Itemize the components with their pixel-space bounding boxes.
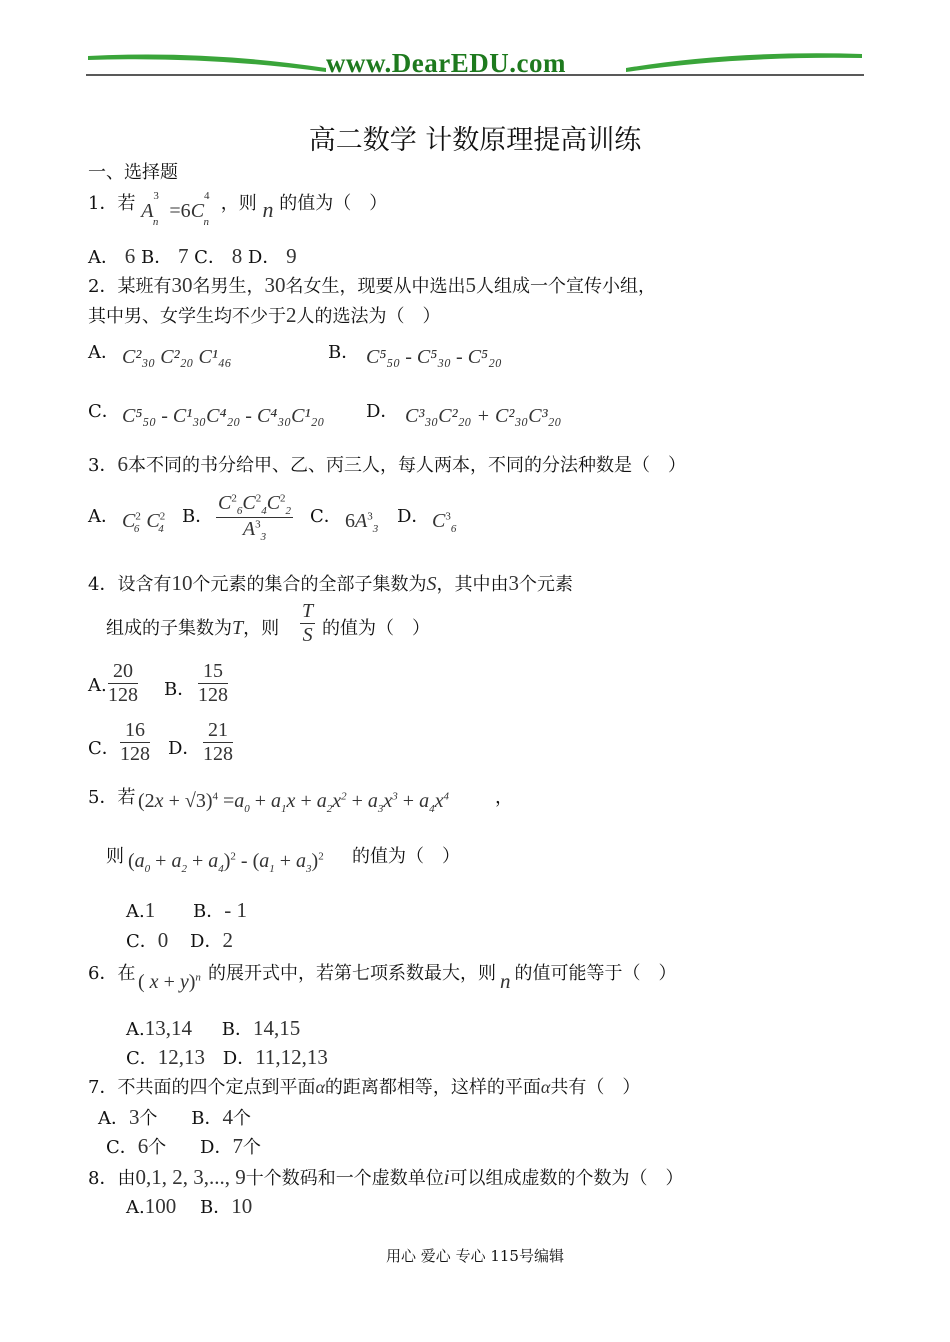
q4-frac-denominator: S [302, 624, 313, 646]
q4-opt-b-frac [198, 660, 228, 707]
question-4-line-2 [106, 614, 279, 640]
q6-opt-b-value: 14,15 [252, 1016, 301, 1040]
q6-expr: ( x + y)$^n$ [138, 971, 201, 993]
q6-opts-row-1 [126, 1015, 300, 1041]
q5-line2-expr: $(a_0 + a_2 + a_4)^2 - (a_1 + a_3)^2$ [128, 850, 324, 875]
q4-text: 个元素的集合的全部子集数为 [192, 574, 427, 595]
q2-text: 名男生， [192, 276, 265, 297]
q2-text: 人组成一个宣传小组， [475, 276, 656, 297]
q6-opt-d-label[interactable]: D． [222, 1048, 256, 1069]
question-2-line-2 [88, 302, 441, 328]
q6-text: 的展开式中，若第七项系数最大，则 [208, 963, 496, 984]
q7-opt-b-value: 4 [222, 1105, 233, 1129]
q1-opt-b-value: 7 [177, 244, 189, 268]
q8-text: 十个数码和一个虚数单位 [245, 1168, 444, 1189]
q6-num: 6．在 [88, 963, 136, 984]
q5-opt-c-value: 0 [157, 928, 169, 952]
q8-text: 8．由 [88, 1168, 136, 1189]
q2-num: 2 [286, 303, 297, 327]
site-logo[interactable]: www.DearEDU.com [326, 48, 566, 78]
q7-alpha: α [315, 1077, 325, 1097]
q6-opt-c-label[interactable]: C． [126, 1048, 158, 1069]
q4-opt-a-num: 20 [108, 660, 138, 684]
q2-text: 2．某班有 [88, 276, 172, 297]
q7-text: 7．不共面的四个定点到平面 [88, 1077, 316, 1098]
q6-opt-d-value: 11,12,13 [255, 1045, 328, 1069]
q1-options [88, 243, 297, 269]
q3-opt-b-label[interactable]: B． [182, 506, 214, 527]
q2-num: 5 [465, 273, 476, 297]
question-7 [88, 1073, 640, 1099]
q1-opt-b-label[interactable]: B． [140, 247, 173, 268]
q6-var: n [500, 969, 511, 993]
q5-opt-a-label[interactable]: A. [126, 901, 145, 922]
q4-opt-a-label[interactable]: A. [88, 675, 107, 696]
q1-opt-c-label[interactable]: C． [194, 247, 226, 268]
q3-opt-d-expr: $C^3_6$ [432, 510, 457, 535]
q1-opt-d-label[interactable]: D． [247, 247, 281, 268]
q6-opt-c-value: 12,13 [157, 1045, 206, 1069]
q6-text: 的值可能等于（ ） [514, 963, 677, 984]
q1-tail: 的值为（ ） [279, 193, 388, 214]
q6-opt-a-value: 13,14 [144, 1016, 192, 1040]
q7-opt-a-value: 3 [129, 1105, 140, 1129]
question-8 [88, 1164, 684, 1190]
q2-num: 30 [264, 273, 286, 297]
q2-opt-b-label[interactable]: B． [328, 342, 360, 363]
q3-value: 6 [117, 452, 128, 476]
q1-opt-a-value: 6 [124, 244, 136, 268]
q7-alpha: α [540, 1077, 551, 1097]
q7-opt-c-label[interactable]: C． [106, 1137, 138, 1158]
section-heading: 一、选择题 [88, 162, 178, 183]
q8-var: i [443, 1165, 450, 1189]
q4-opt-d-frac [203, 719, 233, 766]
q4-opt-c-den: 128 [120, 743, 150, 765]
question-3 [88, 451, 686, 477]
q1-expr: $A^3_n =6C^4_n$ [141, 190, 210, 228]
q4-opt-b-den: 128 [198, 684, 228, 706]
q4-text: ，其中由 [436, 574, 509, 595]
q5-opts-row-2 [126, 927, 233, 953]
q4-opt-d-label[interactable]: D． [168, 738, 201, 759]
q1-opt-c-value: 8 [231, 244, 243, 268]
q8-opt-b-value: 10 [231, 1194, 253, 1218]
q2-opt-d-expr: C³₃₀C²₂₀ + C²₃₀C³₂₀ [405, 405, 562, 427]
q4-var: S [426, 573, 437, 595]
q3-text: 本不同的书分给甲、乙、丙三人，每人两本，不同的分法种数是（ ） [127, 455, 686, 476]
q5-opt-a-value: 1 [144, 898, 156, 922]
q5-opt-d-value: 2 [222, 928, 233, 952]
q5-opts-row-1 [126, 897, 247, 923]
q4-tail: 的值为（ ） [322, 618, 430, 639]
q4-text: 个元素 [518, 574, 573, 595]
q2-opt-a-label[interactable]: A． [88, 342, 119, 363]
q2-num: 30 [171, 273, 193, 297]
q4-opt-c-num: 16 [120, 719, 150, 743]
q1-mid: ，则 [220, 193, 257, 214]
question-4-line-1 [88, 570, 573, 596]
q8-opt-a-label[interactable]: A. [126, 1197, 145, 1218]
q4-opt-a-den: 128 [108, 684, 138, 706]
q2-opt-d-label[interactable]: D． [366, 401, 399, 422]
q6-opts-row-2 [126, 1044, 328, 1070]
q3-opt-a-label[interactable]: A． [88, 506, 119, 527]
q5-num: 5．若 [88, 787, 136, 808]
q7-opt-d-unit: 个 [242, 1137, 261, 1158]
q4-opt-d-den: 128 [203, 743, 233, 765]
q7-opt-d-label[interactable]: D． [200, 1137, 233, 1158]
q7-opt-b-label[interactable]: B． [191, 1108, 223, 1129]
q8-digits: 0,1, 2, 3,..., 9 [135, 1165, 246, 1189]
q4-opt-d-num: 21 [203, 719, 233, 743]
q3-num: 3． [88, 455, 118, 476]
q3-opt-a-expr: $C^2_6$ $C^2_4$ [122, 510, 166, 535]
q2-opt-b-expr: C⁵₅₀ - C⁵₃₀ - C⁵₂₀ [366, 346, 502, 368]
q2-opt-c-expr: C⁵₅₀ - C¹₃₀C⁴₂₀ - C⁴₃₀C¹₂₀ [122, 405, 325, 427]
q2-opt-c-label[interactable]: C． [88, 401, 120, 422]
q7-opt-a-label[interactable]: A． [98, 1108, 129, 1129]
q4-text: 4．设含有 [88, 574, 172, 595]
q4-text: 组成的子集数为 [106, 618, 232, 639]
q3-opt-c-label[interactable]: C． [310, 506, 342, 527]
q7-opts-row-1 [98, 1104, 251, 1130]
q7-text: 的距离都相等，这样的平面 [324, 1077, 541, 1098]
q4-num: 3 [508, 571, 519, 595]
q4-opt-c-frac [120, 719, 150, 766]
q4-opt-b-num: 15 [198, 660, 228, 684]
q1-opt-d-value: 9 [286, 244, 297, 268]
q5-opt-b-value: - 1 [224, 898, 247, 922]
q8-opt-b-label[interactable]: B． [199, 1197, 232, 1218]
q5-opt-c-label[interactable]: C． [126, 931, 158, 952]
q7-opt-c-unit: 个 [148, 1137, 167, 1158]
q7-opt-d-value: 7 [232, 1134, 243, 1158]
q2-opt-a-expr: C²₃₀ C²₂₀ C¹₄₆ [122, 346, 232, 368]
q7-opts-row-2 [106, 1133, 261, 1159]
page-footer: 用心 爱心 专心 115号编辑 [386, 1247, 564, 1265]
q4-var: T [232, 617, 244, 639]
q6-opt-a-label[interactable]: A. [126, 1019, 145, 1040]
q2-text: 其中男、女学生均不少于 [88, 306, 286, 327]
question-1 [88, 189, 388, 228]
q2-text: 名女生，现要从中选出 [285, 276, 466, 297]
q4-fraction [300, 600, 315, 647]
q7-opt-c-value: 6 [137, 1134, 149, 1158]
q6-opt-b-label[interactable]: B． [221, 1019, 253, 1040]
q7-opt-a-unit: 个 [139, 1108, 158, 1129]
q5-opt-d-label[interactable]: D． [190, 931, 223, 952]
page-title: 高二数学 计数原理提高训练 [308, 125, 642, 156]
q1-var: n [262, 197, 274, 222]
q4-text: ，则 [243, 618, 280, 639]
q4-num: 10 [171, 571, 193, 595]
q5-expr: $(2x + √3)^4 =a_0 + a_1x + a_2x^2 + a_3x^3 + a_4x^4$ [138, 790, 449, 815]
q8-opt-a-value: 100 [144, 1194, 177, 1218]
question-6-text [208, 959, 677, 993]
q5-line2-prefix: 则 [106, 846, 124, 867]
q7-opt-b-unit: 个 [232, 1108, 251, 1129]
question-2-line-1 [88, 272, 656, 298]
q8-opts-row [126, 1193, 252, 1219]
q2-text: 人的选法为（ ） [296, 306, 441, 327]
q3-opt-d-label[interactable]: D． [397, 506, 430, 527]
q1-num: 1．若 [88, 193, 136, 214]
q7-text: 共有（ ） [550, 1077, 641, 1098]
q8-text: 可以组成虚数的个数为（ ） [449, 1168, 684, 1189]
q4-opt-b-label[interactable]: B． [164, 679, 196, 700]
q5-tail: ， [495, 787, 513, 808]
q5-line2-tail: 的值为（ ） [352, 846, 460, 867]
q4-opt-c-label[interactable]: C． [88, 738, 120, 759]
q4-frac-numerator: T [302, 600, 314, 622]
q4-opt-a-frac [108, 660, 138, 707]
q1-opt-a-label[interactable]: A． [88, 247, 119, 268]
q3-opt-b-frac: $\frac{C^2_6C^2_4C^2_2}{A^3_3}$ [218, 492, 292, 543]
q3-opt-c-expr: $6A^3_3$ [345, 510, 379, 535]
q5-opt-b-label[interactable]: B． [192, 901, 225, 922]
